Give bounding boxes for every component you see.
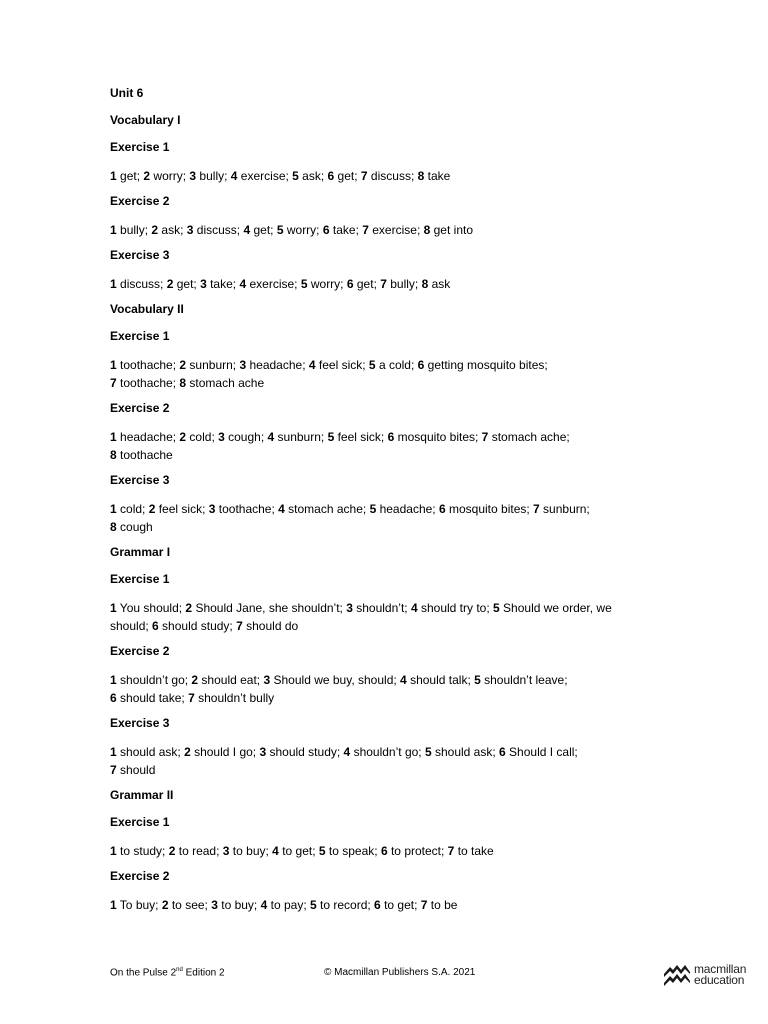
answer-number: 6 (322, 223, 330, 237)
answer-text: Should we order, we (499, 601, 612, 615)
exercise-title: Exercise 2 (110, 194, 170, 208)
exercise-title: Exercise 2 (110, 869, 170, 883)
answer-text: sunburn; (539, 502, 590, 516)
answer-text: cold; (186, 430, 219, 444)
answer-text: sunburn; (274, 430, 328, 444)
answer-number: 1 (110, 169, 117, 183)
answer-text: ask; (158, 223, 187, 237)
answer-text: get; (250, 223, 277, 237)
exercise-title: Exercise 3 (110, 473, 170, 487)
answer-number: 1 (110, 430, 117, 444)
answer-line (110, 671, 670, 689)
answer-number: 3 (239, 358, 247, 372)
answer-number: 7 (236, 619, 243, 633)
answer-text: get; (116, 169, 144, 183)
exercise-title: Exercise 2 (110, 401, 170, 415)
exercise-title: Exercise 1 (110, 140, 170, 154)
answer-number: 3 (211, 898, 218, 912)
answer-text: shouldn’t go; (350, 745, 425, 759)
footer-edition: Edition 2 (182, 967, 225, 979)
answer-number: 1 (110, 223, 117, 237)
exercise-title: Exercise 3 (110, 248, 170, 262)
answer-text: to study; (116, 844, 169, 858)
answer-line (110, 500, 670, 518)
answer-text: to take (454, 844, 494, 858)
answer-text: should try to; (417, 601, 494, 615)
macmillan-logo (662, 963, 746, 987)
exercise-answers (110, 599, 670, 635)
answer-text: get; (353, 277, 381, 291)
answer-text: should do (242, 619, 299, 633)
section-title: Grammar I (110, 545, 171, 559)
answer-text: cold; (116, 502, 149, 516)
exercise-answers (110, 356, 670, 392)
answer-text: get into (430, 223, 473, 237)
answer-number: 6 (499, 745, 506, 759)
answer-number: 1 (110, 844, 117, 858)
answer-text: to read; (175, 844, 223, 858)
answer-number: 4 (272, 844, 279, 858)
exercise-title: Exercise 2 (110, 644, 170, 658)
answer-text: take; (206, 277, 240, 291)
answer-text: To buy; (116, 898, 162, 912)
answer-text: should; (110, 619, 153, 633)
sections-container (110, 113, 670, 914)
exercise-title: Exercise 3 (110, 716, 170, 730)
answer-text: bully; (196, 169, 231, 183)
answer-key-content (110, 86, 670, 923)
answer-text: discuss; (193, 223, 244, 237)
answer-text: should (116, 763, 156, 777)
answer-text: Should Jane, she shouldn’t; (192, 601, 347, 615)
answer-number: 5 (318, 844, 326, 858)
answer-number: 8 (421, 277, 429, 291)
answer-text: headache; (116, 430, 180, 444)
answer-text: Should I call; (505, 745, 578, 759)
answer-text: bully; (116, 223, 152, 237)
answer-line (110, 356, 670, 374)
answer-text: ask (428, 277, 451, 291)
answer-text: a cold; (375, 358, 418, 372)
exercise-title: Exercise 1 (110, 329, 170, 343)
answer-number: 7 (110, 763, 117, 777)
answer-text: take (424, 169, 451, 183)
answer-line (110, 518, 670, 536)
answer-number: 3 (218, 430, 225, 444)
answer-text: stomach ache; (488, 430, 570, 444)
answer-text: exercise; (237, 169, 293, 183)
page-footer (110, 962, 750, 991)
answer-text: to get; (278, 844, 319, 858)
macmillan-logo-icon (662, 963, 692, 987)
answer-number: 2 (148, 502, 156, 516)
answer-text: You should; (116, 601, 186, 615)
answer-text: headache; (246, 358, 309, 372)
answer-number: 5 (310, 898, 317, 912)
answer-number: 6 (110, 691, 117, 705)
answer-line (110, 221, 670, 239)
answer-text: toothache; (116, 376, 180, 390)
answer-number: 8 (423, 223, 431, 237)
answer-text: feel sick; (334, 430, 388, 444)
answer-line (110, 842, 670, 860)
section-title: Grammar II (110, 788, 174, 802)
answer-text: shouldn’t leave; (480, 673, 568, 687)
section-title: Vocabulary I (110, 113, 181, 127)
exercise-title: Exercise 1 (110, 815, 170, 829)
answer-number: 1 (110, 601, 117, 615)
answer-text: discuss; (367, 169, 418, 183)
answer-text: feel sick; (315, 358, 369, 372)
answer-text: mosquito bites; (394, 430, 482, 444)
answer-text: to pay; (267, 898, 310, 912)
answer-text: get; (173, 277, 201, 291)
answer-number: 2 (179, 430, 187, 444)
answer-line (110, 761, 670, 779)
answer-text: to get; (380, 898, 421, 912)
footer-ordinal-suffix: nd (176, 967, 183, 973)
footer-copyright: © Macmillan Publishers S.A. 2021 (324, 967, 476, 978)
answer-text: toothache; (215, 502, 279, 516)
section-title: Vocabulary II (110, 302, 184, 316)
answer-number: 4 (343, 745, 351, 759)
answer-text: headache; (376, 502, 439, 516)
answer-number: 4 (230, 169, 238, 183)
answer-number: 2 (151, 223, 159, 237)
exercise-answers (110, 167, 670, 185)
answer-number: 7 (362, 223, 369, 237)
answer-number: 3 (208, 502, 216, 516)
answer-text: to buy; (217, 898, 261, 912)
answer-line (110, 599, 670, 617)
answer-line (110, 167, 670, 185)
logo-wordmark (694, 964, 746, 986)
answer-number: 4 (410, 601, 418, 615)
answer-number: 4 (260, 898, 268, 912)
exercise-answers (110, 842, 670, 860)
answer-number: 6 (380, 844, 388, 858)
answer-text: discuss; (116, 277, 167, 291)
answer-number: 1 (110, 673, 117, 687)
answer-number: 8 (110, 520, 117, 534)
answer-number: 6 (152, 619, 159, 633)
answer-line (110, 446, 670, 464)
answer-text: bully; (386, 277, 422, 291)
answer-number: 8 (417, 169, 425, 183)
exercise-answers (110, 275, 670, 293)
answer-text: getting mosquito bites; (424, 358, 548, 372)
answer-number: 3 (189, 169, 197, 183)
answer-text: cough (116, 520, 153, 534)
exercise-title: Exercise 1 (110, 572, 170, 586)
answer-number: 7 (360, 169, 368, 183)
answer-text: to see; (168, 898, 212, 912)
answer-number: 5 (368, 358, 376, 372)
answer-number: 2 (166, 277, 174, 291)
answer-number: 4 (400, 673, 407, 687)
answer-number: 3 (346, 601, 353, 615)
answer-text: cough; (224, 430, 268, 444)
answer-number: 4 (239, 277, 247, 291)
answer-line (110, 428, 670, 446)
answer-number: 7 (380, 277, 387, 291)
answer-text: to speak; (325, 844, 381, 858)
exercise-answers (110, 500, 670, 536)
answer-number: 5 (327, 430, 335, 444)
footer-book-title (110, 967, 225, 978)
answer-number: 3 (200, 277, 207, 291)
answer-number: 7 (110, 376, 117, 390)
answer-line (110, 743, 670, 761)
answer-number: 2 (143, 169, 151, 183)
answer-number: 4 (267, 430, 275, 444)
answer-text: toothache (116, 448, 173, 462)
answer-number: 2 (185, 601, 193, 615)
exercise-answers (110, 671, 670, 707)
answer-number: 2 (191, 673, 199, 687)
logo-line-2: education (694, 973, 745, 987)
answer-line (110, 275, 670, 293)
answer-number: 1 (110, 358, 117, 372)
answer-number: 2 (161, 898, 169, 912)
answer-text: worry; (307, 277, 347, 291)
answer-number: 7 (481, 430, 489, 444)
answer-text: to record; (316, 898, 375, 912)
exercise-answers (110, 743, 670, 779)
answer-number: 6 (346, 277, 354, 291)
answer-text: Should we buy, should; (270, 673, 401, 687)
unit-title: Unit 6 (110, 86, 144, 100)
answer-text: shouldn’t; (352, 601, 411, 615)
answer-number: 7 (420, 898, 428, 912)
answer-number: 2 (184, 745, 191, 759)
answer-text: sunburn; (186, 358, 240, 372)
logo-line-1: macmillan (694, 962, 747, 976)
answer-text: should talk; (406, 673, 475, 687)
answer-number: 8 (110, 448, 117, 462)
answer-number: 5 (300, 277, 308, 291)
answer-line (110, 617, 670, 635)
exercise-answers (110, 221, 670, 239)
answer-text: stomach ache (186, 376, 265, 390)
answer-number: 5 (276, 223, 284, 237)
exercise-answers (110, 428, 670, 464)
footer-book-name: On the Pulse 2 (110, 967, 177, 979)
answer-text: toothache; (116, 358, 180, 372)
answer-number: 2 (179, 358, 187, 372)
exercise-answers (110, 896, 670, 914)
answer-number: 3 (186, 223, 194, 237)
answer-number: 2 (168, 844, 176, 858)
answer-text: to buy; (229, 844, 273, 858)
answer-number: 3 (222, 844, 230, 858)
answer-number: 7 (188, 691, 195, 705)
answer-text: mosquito bites; (445, 502, 534, 516)
answer-number: 5 (369, 502, 377, 516)
answer-text: should study; (158, 619, 237, 633)
answer-text: should ask; (116, 745, 185, 759)
answer-text: get; (334, 169, 361, 183)
answer-number: 4 (308, 358, 316, 372)
answer-line (110, 896, 670, 914)
answer-text: ask; (298, 169, 328, 183)
answer-number: 5 (474, 673, 481, 687)
answer-line (110, 689, 670, 707)
answer-text: should I go; (190, 745, 260, 759)
answer-text: feel sick; (155, 502, 209, 516)
answer-text: should take; (116, 691, 189, 705)
answer-number: 8 (179, 376, 187, 390)
answer-text: should study; (266, 745, 344, 759)
answer-number: 3 (259, 745, 267, 759)
answer-number: 1 (110, 502, 117, 516)
answer-line (110, 374, 670, 392)
answer-number: 3 (263, 673, 271, 687)
answer-text: worry; (283, 223, 323, 237)
answer-text: stomach ache; (284, 502, 370, 516)
answer-text: exercise; (246, 277, 301, 291)
answer-number: 1 (110, 898, 117, 912)
answer-number: 4 (278, 502, 285, 516)
answer-number: 6 (387, 430, 395, 444)
answer-number: 1 (110, 745, 117, 759)
answer-text: shouldn’t go; (116, 673, 192, 687)
answer-text: shouldn’t bully (194, 691, 275, 705)
answer-text: should ask; (431, 745, 500, 759)
answer-number: 6 (374, 898, 381, 912)
answer-text: to be (427, 898, 458, 912)
answer-number: 6 (438, 502, 446, 516)
answer-number: 4 (243, 223, 251, 237)
answer-text: exercise; (368, 223, 424, 237)
answer-number: 5 (493, 601, 500, 615)
answer-number: 6 (327, 169, 335, 183)
answer-number: 7 (533, 502, 540, 516)
answer-text: take; (329, 223, 363, 237)
answer-text: should eat; (198, 673, 264, 687)
answer-number: 1 (110, 277, 117, 291)
answer-number: 6 (417, 358, 425, 372)
answer-number: 5 (424, 745, 432, 759)
answer-text: to protect; (387, 844, 448, 858)
answer-number: 5 (292, 169, 299, 183)
answer-text: worry; (150, 169, 190, 183)
answer-number: 7 (447, 844, 455, 858)
